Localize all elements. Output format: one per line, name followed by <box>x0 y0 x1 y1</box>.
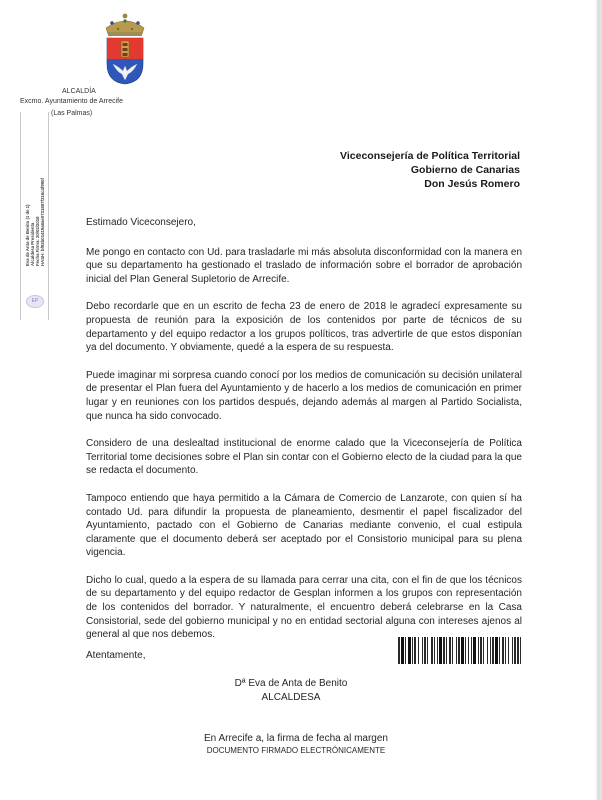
recipient-government: Gobierno de Canarias <box>410 164 520 176</box>
closing: Atentamente, <box>86 650 146 661</box>
signature-metadata <box>25 178 45 266</box>
paragraph: Considero de una deslealtad institucional de enorme calado que la Viceconsejería de Política Territorial tome decisiones sobre el Plan sin contar con el Gobierno electo de la ciudad para la que se redacta el documento. <box>86 438 522 477</box>
signer-title: ALCALDESA <box>261 692 321 703</box>
electronic-seal-icon: EP <box>26 295 44 308</box>
barcode-icon <box>398 637 602 664</box>
paragraph: Puede imaginar mi sorpresa cuando conocí por los medios de comunicación su decisión unilateral de presentar el Plan fuera del Ayuntamiento y de hacerlo a los medios de comunicación en primer lugar y en reuniones con los partidos después, dejando además al margen al Partido Socialista, que nunca ha sido convocado. <box>86 369 522 422</box>
signature-line: Fecha Firma: 20/02/2018 <box>34 216 40 266</box>
signature-line: Alcaldesa Presidenta <box>29 222 35 266</box>
paragraph: Tampoco entiendo que haya permitido a la Cámara de Comercio de Lanzarote, con quien sí ha contado Ud. para difundir la propuesta de planeamiento, desmentir el papel fiscalizador del Ayuntamiento, pactado con el Gobierno de Canarias mediante convenio, el cual estipula claramente que el documento deberá ser aceptado por el Consistorio municipal para su plena vigencia. <box>86 492 522 559</box>
recipient-department: Viceconsejería de Política Territorial <box>340 150 520 162</box>
signature-line: Eva de Anta de Benito (1 de 1) <box>24 204 30 266</box>
signer-block <box>0 677 602 705</box>
electronic-signature-strip <box>20 112 49 320</box>
greeting: Estimado Viceconsejero, <box>86 217 196 228</box>
signature-line: HASH: bf92b01419a8ae0731887f316c4f990f <box>39 178 45 266</box>
recipient-block <box>340 149 520 191</box>
paragraph: Dicho lo cual, quedo a la espera de su llamada para cerrar una cita, con el fin de que los técnicos de su departamento y del equipo redactor de Gesplan informen a los grupos con representación de los contenidos del borrador. Y naturalmente, el encuentro deberá celebrarse en la Casa Consistorial, sede del gobierno municipal y no en entidad sectorial alguna con intereses ajenos al general al que nos debemos. <box>86 574 522 641</box>
recipient-name: Don Jesús Romero <box>424 178 520 190</box>
paragraph: Me pongo en contacto con Ud. para trasladarle mi más absoluta disconformidad con la manera en que su departamento ha gestionado el traslado de información sobre el borrador de aprobación inicial del Plan General Supletorio de Arrecife. <box>86 246 522 285</box>
coat-of-arms-icon <box>100 12 150 86</box>
footer-signed-notice: DOCUMENTO FIRMADO ELECTRÓNICAMENTE <box>206 746 386 755</box>
signer-name: Dª Eva de Anta de Benito <box>234 678 348 689</box>
institution-location: (Las Palmas) <box>51 110 93 117</box>
institution-name: Excmo. Ayuntamiento de Arrecife <box>20 98 123 105</box>
footer-place-date: En Arrecife a, la firma de fecha al margen <box>204 733 388 744</box>
barcode-bar <box>521 637 524 664</box>
office-label: ALCALDÍA <box>62 88 96 95</box>
footer <box>0 732 602 756</box>
paragraph: Debo recordarle que en un escrito de fecha 23 de enero de 2018 le agradecí expresamente su propuesta de reunión para la exposición de los contenidos por parte de técnicos de su departamento y del equipo redactor a los grupos políticos, tras advertirle de que estos disponían ya del documento. Y obviamente, quedé a la espera de su respuesta. <box>86 301 522 354</box>
letter-body <box>86 216 522 656</box>
